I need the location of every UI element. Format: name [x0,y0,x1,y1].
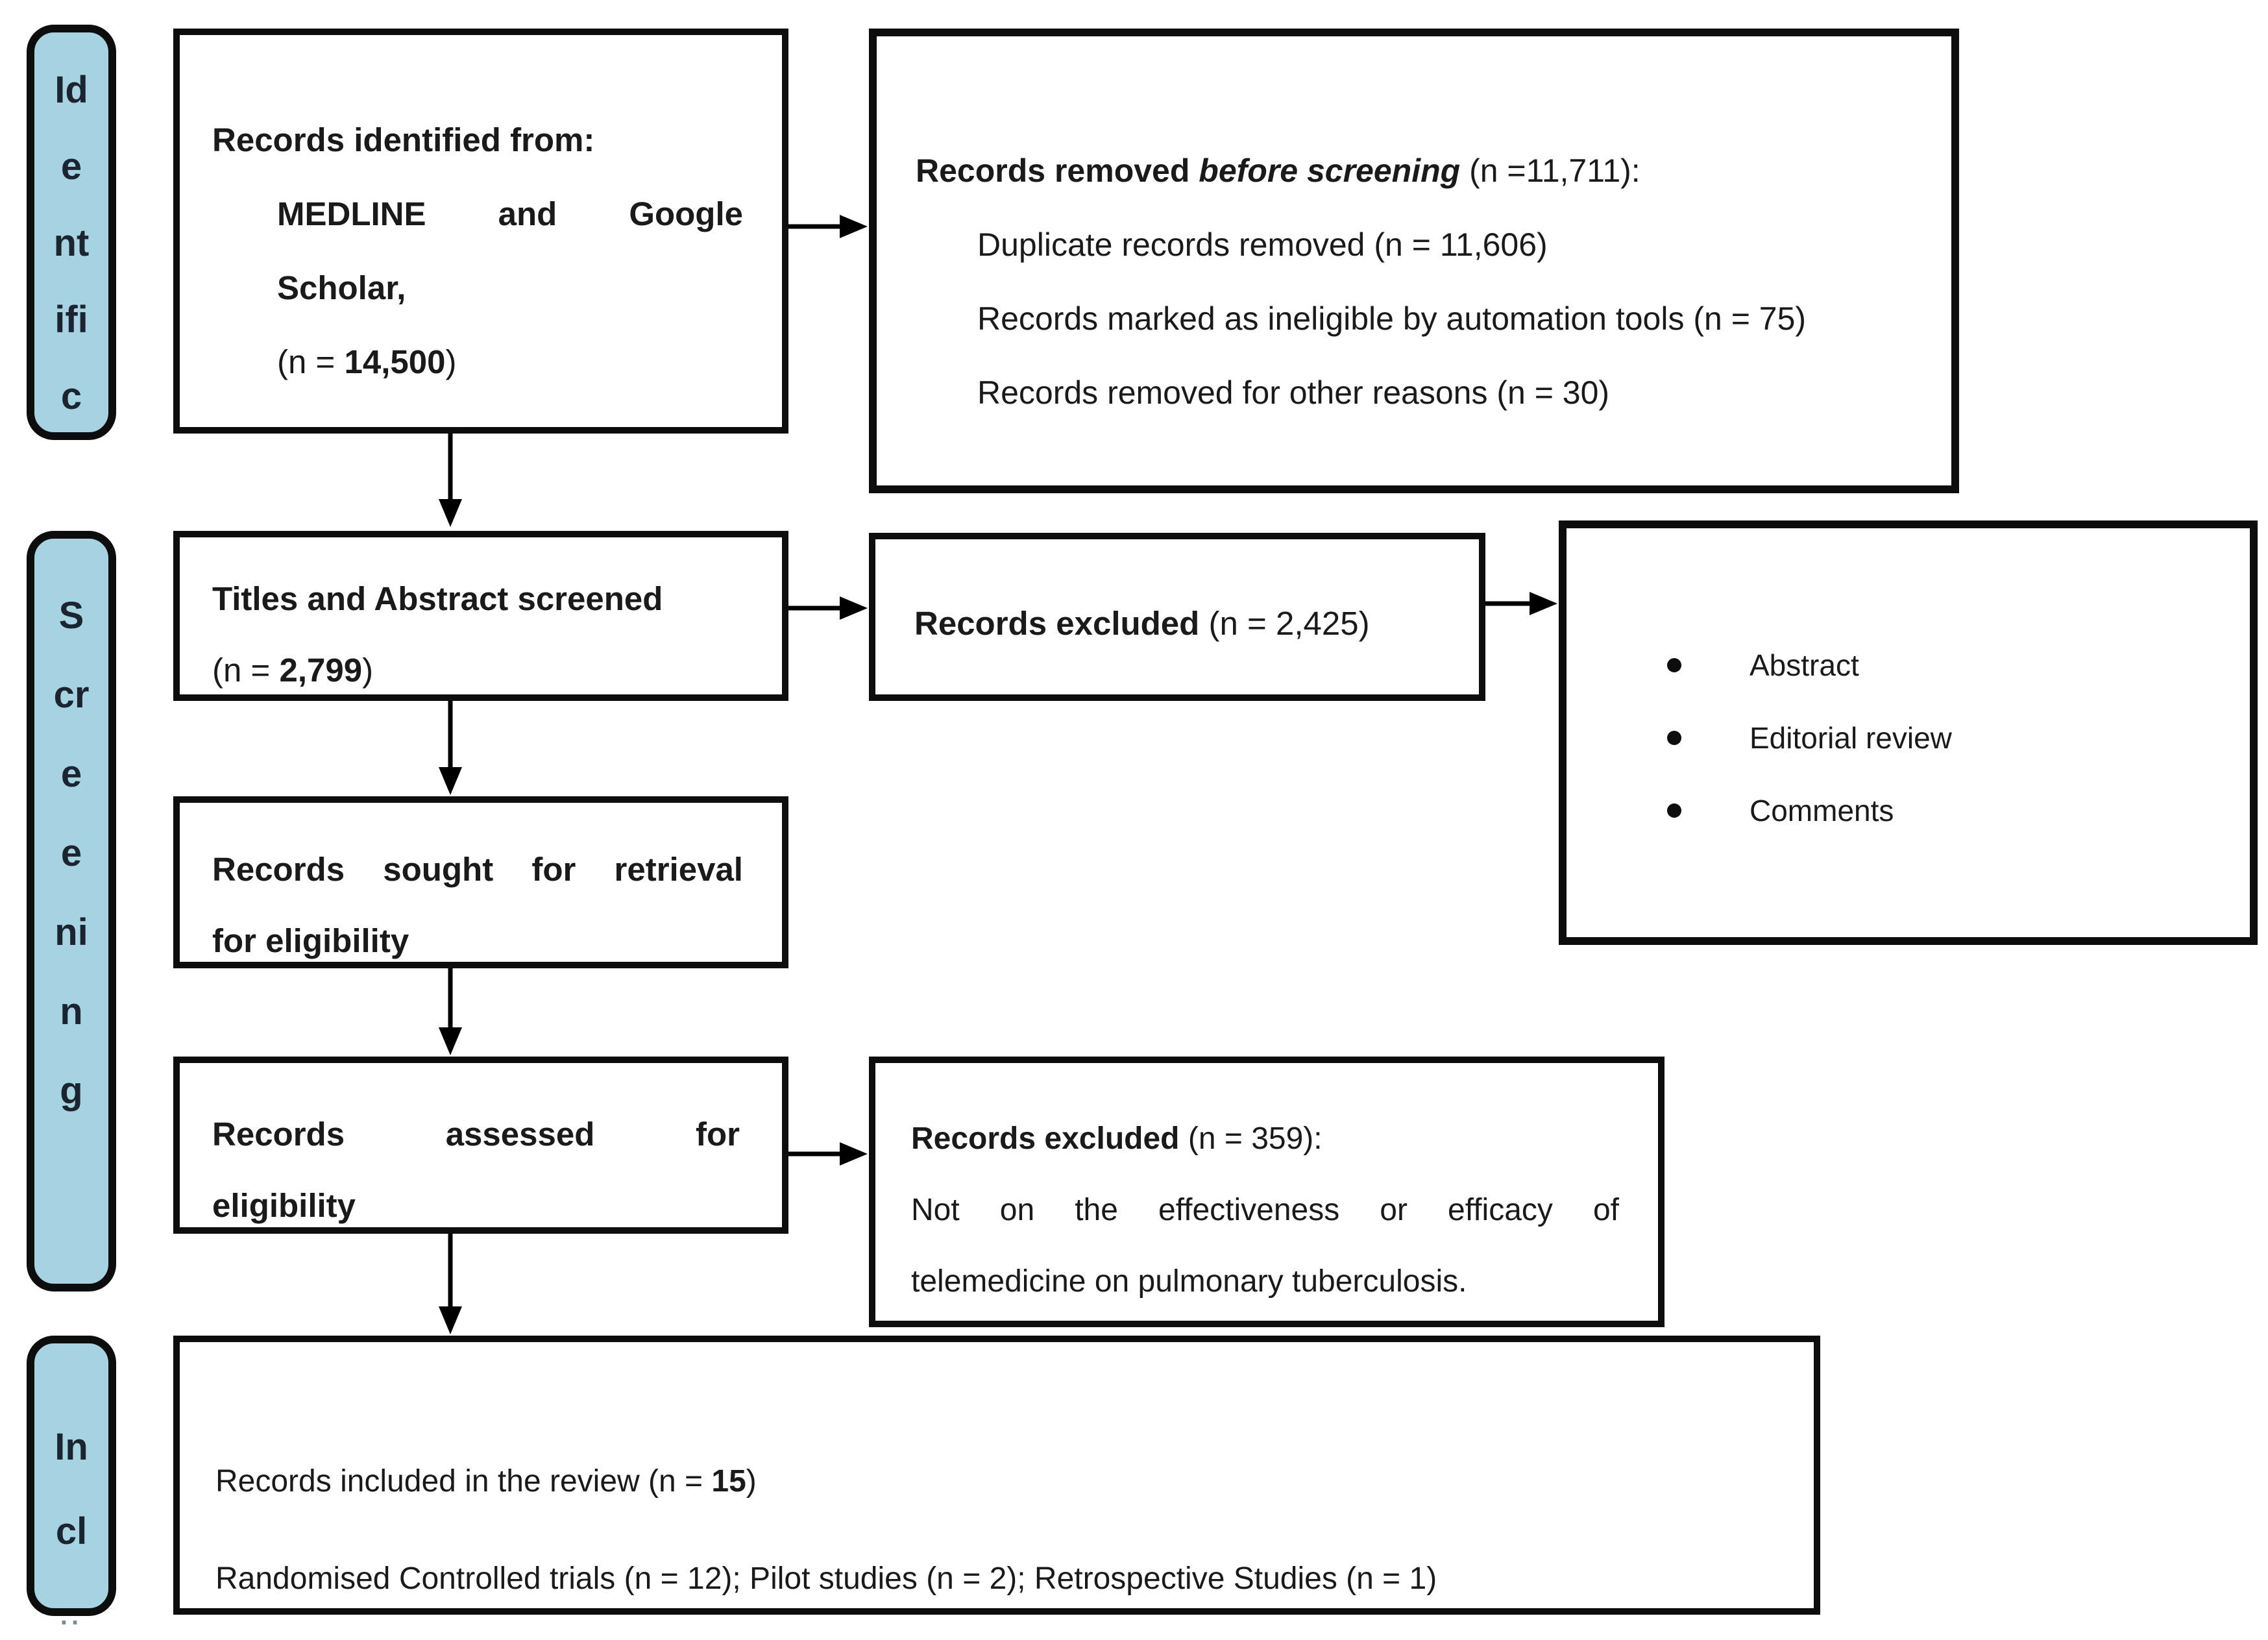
arrow-assessed-to-excluded [788,1142,868,1166]
box-records-included-review [173,1336,1820,1615]
stage-letter: ifi [55,299,88,341]
text-line: for eligibility [212,922,409,959]
arrow-titles-to-sought [439,701,462,795]
text-line: Records excluded (n = 2,425) [914,605,1370,642]
text-line: Records identified from: [212,121,595,158]
arrow-identified-to-removed [788,215,868,238]
stage-letter: n [60,990,83,1033]
stage-letter: S [58,594,84,637]
stage-label-identification [27,25,116,440]
text-line: (n = 14,500) [277,343,457,380]
box-records-excluded-eligibility [869,1057,1664,1327]
stage-letter: In [55,1426,88,1468]
bullet-icon [1667,803,1681,818]
text-line: Records assessed for [212,1116,740,1153]
box-titles-abstract-screened [173,531,788,701]
arrow-identified-to-titles [439,434,462,527]
stage-letter: e [60,145,82,188]
text-line: (n = 2,799) [212,652,374,689]
stage-letter: cl [55,1510,88,1552]
exclusion-reason-item: Editorial review [1667,718,2224,790]
stage-label-screening [27,531,116,1291]
stage-letter-dots: .. [60,1602,83,1630]
stage-letter: Id [55,69,88,111]
arrow-excluded-to-reasons [1485,592,1557,615]
stage-letter: e [60,832,82,874]
box-records-assessed-eligibility [173,1057,788,1234]
bullet-icon [1667,658,1681,672]
box-exclusion-reasons [1559,520,2258,945]
text-line: Records sought for retrieval [212,851,743,888]
arrow-sought-to-assessed [439,968,462,1055]
text-line: Scholar, [277,269,406,306]
exclusion-reason-item: Comments [1667,790,2224,863]
arrow-assessed-to-included [439,1234,462,1334]
text-line: MEDLINE and Google [277,195,743,232]
text-line: Records removed before screening (n =11,711): [916,153,1640,189]
text-line: Records removed for other reasons (n = 30) [977,374,1610,411]
box-records-identified [173,29,788,434]
stage-letter: cr [53,674,90,716]
text-line: Titles and Abstract screened [212,580,663,617]
text-line: eligibility [212,1187,356,1224]
exclusion-reason-item: Abstract [1667,645,2224,718]
stage-letter: nt [53,222,90,264]
stage-letter: ni [55,911,88,953]
text-line: Duplicate records removed (n = 11,606) [977,226,1548,263]
text-line: telemedicine on pulmonary tuberculosis. [911,1264,1467,1299]
text-line: Records marked as ineligible by automation tools (n = 75) [977,300,1807,337]
text-line: Not on the effectiveness or efficacy of [911,1193,1619,1227]
text-line: Records excluded (n = 359): [911,1121,1323,1156]
box-records-excluded-screening [869,533,1485,701]
box-records-removed-before-screening [869,29,1959,493]
stage-letter: c [60,375,82,417]
text-line: Randomised Controlled trials (n = 12); Pilot studies (n = 2); Retrospective Studies (n = 1) [215,1561,1437,1596]
arrow-titles-to-excluded [788,596,868,620]
text-line: Records included in the review (n = 15) [215,1464,757,1499]
stage-label-included [27,1336,116,1630]
bullet-icon [1667,731,1681,745]
stage-letter: e [60,753,82,795]
box-records-sought-retrieval [173,796,788,968]
stage-letter: g [60,1070,83,1112]
